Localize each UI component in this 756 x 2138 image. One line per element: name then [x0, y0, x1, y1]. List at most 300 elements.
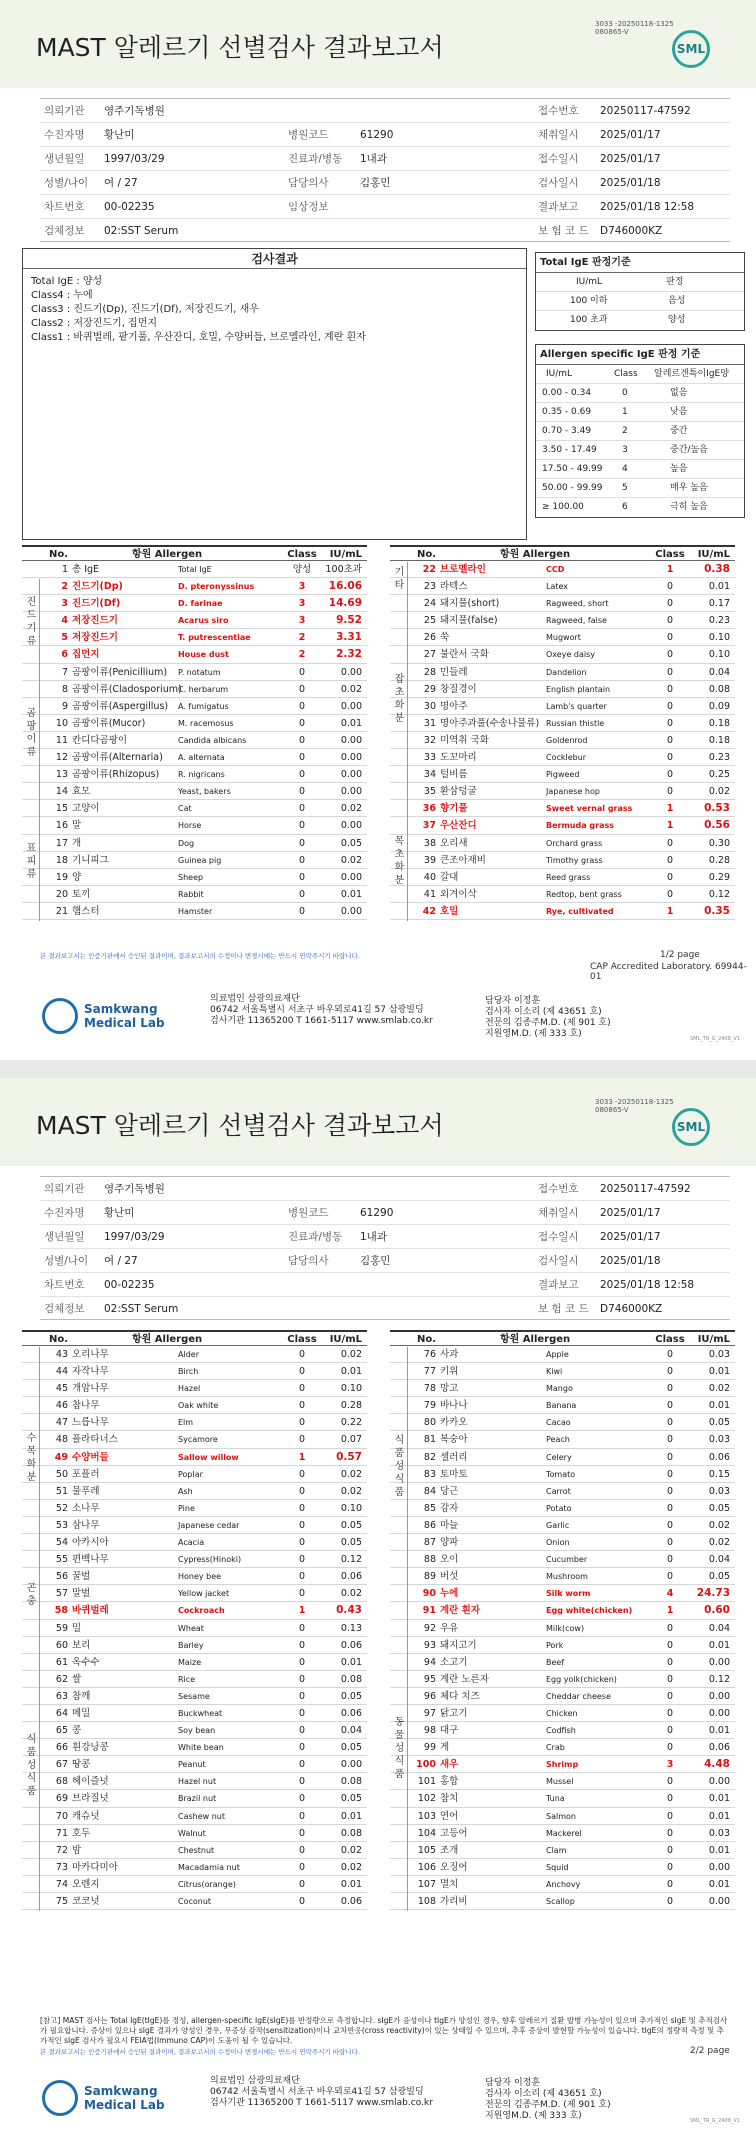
- table-row: [390, 629, 735, 646]
- allergen-iu: 0.01: [340, 1656, 362, 1668]
- allergen-no: 83: [423, 1468, 436, 1480]
- allergen-iu: 0.06: [340, 1707, 362, 1719]
- label: 접수일시: [538, 153, 579, 165]
- allergen-iu: 0.03: [708, 1349, 730, 1360]
- allergen-name-en: Chestnut: [178, 1845, 215, 1855]
- allergen-class: 0: [298, 1554, 306, 1566]
- allergen-name-en: Milk(cow): [546, 1623, 585, 1633]
- criteria-col-heads: [536, 365, 744, 384]
- allergen-name-en: Tomato: [546, 1469, 576, 1479]
- table-row: [390, 1449, 735, 1466]
- table-row: [390, 1790, 735, 1807]
- allergen-no: 44: [55, 1366, 68, 1378]
- allergen-name-ko: 라텍스: [440, 581, 468, 593]
- allergen-iu: 0.02: [708, 1537, 730, 1549]
- allergen-iu: 0.01: [340, 1366, 362, 1378]
- allergen-no: 87: [423, 1537, 436, 1549]
- allergen-class: 0: [298, 1896, 306, 1907]
- allergen-name-ko: 콩: [72, 1725, 82, 1737]
- allergen-class: 2: [298, 632, 306, 644]
- allergen-iu: 0.10: [340, 1383, 362, 1395]
- allergen-no: 17: [55, 837, 68, 849]
- allergen-no: 82: [423, 1451, 436, 1463]
- allergen-no: 78: [423, 1383, 436, 1395]
- allergen-name-en: CCD: [546, 565, 565, 574]
- allergen-name-en: Cat: [178, 804, 192, 814]
- table-row: [390, 1825, 735, 1842]
- label: 접수일시: [538, 1231, 579, 1243]
- result-line: Class2 : 저장진드기, 집먼지: [31, 318, 158, 329]
- allergen-no: 88: [423, 1554, 436, 1566]
- allergen-name-ko: 사과: [440, 1349, 459, 1360]
- allergen-no: 29: [423, 683, 436, 695]
- allergen-no: 11: [55, 734, 68, 746]
- allergen-no: 67: [55, 1759, 68, 1771]
- form-version: SML_TR_G_2408_V1: [690, 2118, 741, 2124]
- allergen-name-en: Macadamia nut: [178, 1862, 240, 1872]
- allergen-name-ko: 소나무: [72, 1502, 100, 1514]
- lab-address: [210, 2076, 433, 2109]
- allergen-name-en: C. herbarum: [178, 684, 229, 694]
- table-row: [390, 1534, 735, 1551]
- allergen-iu: 0.30: [708, 837, 730, 849]
- allergen-iu: 0.10: [708, 649, 730, 661]
- allergen-name-ko: 호두: [72, 1827, 91, 1839]
- value: 2025/01/17: [600, 153, 661, 165]
- col-head: IU/mL: [576, 277, 603, 287]
- allergen-table-1: [22, 545, 367, 920]
- table-row: [22, 612, 367, 629]
- label: 담당의사: [288, 177, 329, 189]
- allergen-iu: 0.04: [708, 1622, 730, 1634]
- allergen-iu: 24.73: [696, 1587, 730, 1600]
- allergen-name-en: Sweet vernal grass: [546, 804, 633, 814]
- allergen-iu: 0.18: [708, 734, 730, 746]
- value: 1내과: [360, 153, 387, 165]
- table-row: [22, 1517, 367, 1534]
- signer: 지원영M.D. (제 333 호): [485, 2111, 582, 2121]
- table-row: [22, 578, 367, 595]
- header-al: 항원 Allergen: [132, 1334, 203, 1345]
- allergen-no: 41: [423, 888, 436, 900]
- allergen-class: 0: [298, 1776, 306, 1788]
- allergen-class: 0: [298, 1349, 306, 1360]
- allergen-iu: 0.00: [708, 1861, 730, 1873]
- allergen-no: 35: [423, 786, 436, 798]
- allergen-name-ko: 밀: [72, 1622, 82, 1634]
- allergen-class: 0: [666, 1896, 674, 1907]
- table-row: [22, 1790, 367, 1807]
- label: 의뢰기관: [44, 105, 85, 117]
- criteria-cell: 3.50 - 17.49: [542, 445, 597, 455]
- allergen-name-ko: 참깨: [72, 1690, 91, 1702]
- allergen-name-ko: 자작나무: [72, 1366, 109, 1378]
- allergen-no: 92: [423, 1622, 436, 1634]
- lab-name: [84, 1002, 165, 1030]
- allergen-name-en: Banana: [546, 1401, 577, 1411]
- table-row: [22, 1739, 367, 1756]
- allergen-class: 0: [298, 1366, 306, 1378]
- allergen-name-ko: 진드기(Df): [72, 598, 121, 610]
- allergen-class: 0: [666, 1554, 674, 1566]
- allergen-iu: 0.22: [340, 1417, 362, 1429]
- allergen-name-en: A. fumigatus: [178, 701, 229, 711]
- allergen-name-ko: 오이: [440, 1554, 459, 1566]
- allergen-name-ko: 쑥: [440, 632, 450, 644]
- signer: 전문의 김종주M.D. (제 901 호): [485, 1018, 611, 1028]
- address-line: 06742 서울특별시 서초구 바우뫼로41길 57 삼광빌딩: [210, 1005, 424, 1015]
- table-row: [22, 766, 367, 783]
- allergen-class: 0: [298, 1844, 306, 1856]
- allergen-name-ko: 땅콩: [72, 1759, 91, 1771]
- allergen-class: 0: [298, 700, 306, 712]
- allergen-no: 80: [423, 1417, 436, 1429]
- allergen-name-en: Silk worm: [546, 1589, 591, 1599]
- allergen-name-ko: 총 IgE: [72, 564, 100, 575]
- value: 영주기독병원: [104, 1183, 165, 1195]
- group-label: 표 피 류: [24, 801, 40, 921]
- allergen-iu: 0.01: [708, 1810, 730, 1822]
- table-row: [390, 1466, 735, 1483]
- header-cl: Class: [655, 549, 685, 560]
- form-version: SML_TR_G_2408_V1: [690, 1036, 741, 1042]
- header-al: 항원 Allergen: [500, 1334, 571, 1345]
- allergen-class: 0: [666, 888, 674, 900]
- group-label: 곰 팡 이 류: [24, 665, 40, 802]
- allergen-no: 75: [55, 1896, 68, 1907]
- allergen-class: 3: [298, 598, 306, 610]
- allergen-iu: 0.01: [708, 1793, 730, 1805]
- allergen-no: 33: [423, 752, 436, 764]
- allergen-no: 89: [423, 1571, 436, 1583]
- allergen-no: 50: [55, 1468, 68, 1480]
- allergen-name-ko: 곰팡이류(Mucor): [72, 717, 146, 729]
- allergen-name-ko: 계란 흰자: [440, 1605, 481, 1617]
- allergen-no: 59: [55, 1622, 68, 1634]
- value: 영주기독병원: [104, 105, 165, 117]
- allergen-class: 0: [298, 1383, 306, 1395]
- table-row: [390, 1859, 735, 1876]
- allergen-class: 0: [666, 1707, 674, 1719]
- allergen-iu: 0.00: [340, 734, 362, 746]
- label: 접수번호: [538, 105, 579, 117]
- table-row: [390, 698, 735, 715]
- allergen-name-ko: 밤: [72, 1844, 82, 1856]
- table-row: [22, 561, 367, 578]
- allergen-no: 79: [423, 1400, 436, 1412]
- allergen-no: 72: [55, 1844, 68, 1856]
- allergen-no: 49: [54, 1451, 68, 1463]
- value: 김홍민: [360, 1255, 391, 1267]
- allergen-no: 22: [422, 564, 436, 575]
- allergen-name-en: Pork: [546, 1640, 564, 1650]
- allergen-class: 0: [298, 1519, 306, 1531]
- criteria-cell: 낮음: [670, 407, 688, 417]
- table-row: [22, 1671, 367, 1688]
- allergen-iu: 0.25: [708, 769, 730, 781]
- table-row: [390, 1602, 735, 1619]
- allergen-no: 38: [423, 837, 436, 849]
- allergen-name-ko: 보리: [72, 1639, 91, 1651]
- allergen-name-en: Sycamore: [178, 1435, 218, 1445]
- value: 여 / 27: [104, 177, 138, 189]
- lab-name-line: Medical Lab: [84, 1016, 165, 1030]
- allergen-no: 93: [423, 1639, 436, 1651]
- allergen-iu: 0.00: [340, 752, 362, 764]
- allergen-name-ko: 복숭아: [440, 1434, 468, 1446]
- allergen-class: 0: [666, 598, 674, 610]
- criteria-cell: 6: [622, 502, 628, 512]
- allergen-iu: 0.08: [340, 1827, 362, 1839]
- allergen-no: 18: [55, 854, 68, 866]
- criteria-row: [536, 460, 744, 479]
- allergen-class: 0: [666, 581, 674, 593]
- allergen-iu: 0.01: [340, 1810, 362, 1822]
- allergen-name-ko: 홍합: [440, 1776, 459, 1788]
- allergen-class: 2: [298, 649, 306, 661]
- table-row: [22, 1654, 367, 1671]
- allergen-name-en: Codfish: [546, 1726, 576, 1736]
- allergen-iu: 0.02: [340, 1485, 362, 1497]
- allergen-class: 0: [298, 1861, 306, 1873]
- allergen-name-ko: 카카오: [440, 1417, 468, 1429]
- table-row: [390, 1397, 735, 1414]
- allergen-no: 57: [55, 1588, 68, 1600]
- allergen-iu: 0.00: [708, 1690, 730, 1702]
- table-row: [390, 1722, 735, 1739]
- criteria-cell: 0: [622, 388, 628, 398]
- allergen-iu: 0.04: [708, 666, 730, 678]
- allergen-iu: 0.28: [708, 854, 730, 866]
- allergen-no: 30: [423, 700, 436, 712]
- allergen-no: 20: [55, 888, 68, 900]
- value: 김홍민: [360, 177, 391, 189]
- allergen-class: 0: [298, 820, 306, 832]
- allergen-iu: 0.00: [708, 1707, 730, 1719]
- table-row: [22, 852, 367, 869]
- address-line: 의료법인 삼광의료재단: [210, 994, 300, 1004]
- allergen-name-en: Sesame: [178, 1691, 210, 1701]
- allergen-name-ko: 개암나무: [72, 1383, 109, 1395]
- table-row: [22, 1756, 367, 1773]
- result-box: [22, 248, 527, 540]
- header-cl: Class: [287, 549, 317, 560]
- allergen-name-en: R. nigricans: [178, 770, 225, 780]
- allergen-no: 94: [423, 1656, 436, 1668]
- table-row: [390, 749, 735, 766]
- allergen-iu: 0.00: [340, 1759, 362, 1771]
- value: 1997/03/29: [104, 153, 165, 165]
- allergen-no: 106: [417, 1861, 436, 1873]
- allergen-class: 0: [666, 1827, 674, 1839]
- allergen-no: 55: [55, 1554, 68, 1566]
- allergen-name-en: Scallop: [546, 1897, 575, 1906]
- allergen-class: 0: [666, 1519, 674, 1531]
- allergen-iu: 0.05: [708, 1502, 730, 1514]
- allergen-name-en: Kiwi: [546, 1367, 563, 1377]
- allergen-name-en: Clam: [546, 1845, 567, 1855]
- label: 병원코드: [288, 1207, 329, 1219]
- allergen-name-ko: 옥수수: [72, 1656, 100, 1668]
- allergen-name-ko: 망고: [440, 1383, 459, 1395]
- allergen-class: 0: [298, 1571, 306, 1583]
- col-head: 알레르겐특이IgE양: [654, 369, 729, 379]
- allergen-name-ko: 곰팡이류(Alternaria): [72, 752, 163, 764]
- allergen-name-en: Sallow willow: [178, 1452, 239, 1462]
- allergen-iu: 0.05: [708, 1571, 730, 1583]
- allergen-no: 52: [55, 1502, 68, 1514]
- value: 2025/01/18 12:58: [600, 1279, 695, 1291]
- allergen-class: 양성: [292, 564, 312, 575]
- label: 채취일시: [538, 129, 579, 141]
- group-label: 식 품 성 식 품: [24, 1621, 40, 1912]
- allergen-no: 84: [423, 1485, 436, 1497]
- table-row: [390, 869, 735, 886]
- allergen-name-ko: 명아주과풀(수송나물류): [440, 717, 540, 729]
- allergen-name-en: Japanese cedar: [178, 1520, 240, 1530]
- table-row: [22, 1466, 367, 1483]
- allergen-no: 51: [55, 1485, 68, 1497]
- table-header: [390, 1330, 735, 1346]
- code-line: 3033 -20250118-1325: [595, 1098, 674, 1106]
- allergen-no: 23: [423, 581, 436, 593]
- allergen-no: 98: [423, 1725, 436, 1737]
- report-title: MAST 알레르기 선별검사 결과보고서: [36, 33, 444, 62]
- table-row: [22, 1397, 367, 1414]
- allergen-no: 4: [61, 615, 68, 627]
- allergen-no: 19: [55, 871, 68, 883]
- allergen-name-ko: 양: [72, 871, 82, 883]
- table-row: [390, 578, 735, 595]
- samkwang-logo: [42, 2080, 78, 2116]
- allergen-name-en: Horse: [178, 821, 202, 831]
- table-row: [22, 1825, 367, 1842]
- label: 결과보고: [538, 201, 579, 213]
- table-row: [390, 1414, 735, 1431]
- allergen-no: 86: [423, 1519, 436, 1531]
- value: 00-02235: [104, 201, 155, 213]
- report-footer: [0, 2060, 756, 2138]
- allergen-name-en: Apple: [546, 1350, 569, 1359]
- allergen-name-ko: 멸치: [440, 1878, 459, 1890]
- table-row: [390, 1483, 735, 1500]
- allergen-name-ko: 대구: [440, 1725, 459, 1737]
- allergen-no: 48: [55, 1434, 68, 1446]
- group-label: 곤 충: [24, 1569, 40, 1620]
- label: 검사일시: [538, 177, 579, 189]
- address-line: 의료법인 삼광의료재단: [210, 2076, 300, 2086]
- criteria-row: [536, 403, 744, 422]
- allergen-name-ko: 바퀴벌레: [72, 1605, 109, 1617]
- allergen-name-ko: 참치: [440, 1793, 459, 1805]
- allergen-iu: 0.01: [708, 1844, 730, 1856]
- allergen-iu: 0.13: [340, 1622, 362, 1634]
- allergen-name-en: Rice: [178, 1674, 196, 1684]
- allergen-class: 0: [666, 1537, 674, 1549]
- allergen-no: 37: [422, 820, 436, 832]
- allergen-class: 1: [666, 1605, 674, 1617]
- table-row: [22, 1808, 367, 1825]
- allergen-no: 69: [55, 1793, 68, 1805]
- allergen-name-ko: 수양버들: [72, 1451, 109, 1463]
- allergen-name-en: Soy bean: [178, 1726, 216, 1736]
- allergen-name-ko: 브로멜라인: [440, 564, 486, 575]
- allergen-no: 97: [423, 1707, 436, 1719]
- allergen-class: 0: [298, 1878, 306, 1890]
- allergen-iu: 0.05: [340, 1742, 362, 1754]
- allergen-no: 108: [417, 1896, 436, 1907]
- allergen-name-ko: 쌀: [72, 1673, 82, 1685]
- allergen-name-en: Garlic: [546, 1520, 570, 1530]
- allergen-name-ko: 편백나무: [72, 1554, 109, 1566]
- table-row: [390, 903, 735, 920]
- allergen-name-ko: 포플러: [72, 1468, 100, 1480]
- table-header: [22, 1330, 367, 1346]
- allergen-class: 0: [298, 803, 306, 815]
- table-row: [22, 817, 367, 834]
- allergen-class: 0: [666, 1690, 674, 1702]
- allergen-iu: 0.10: [340, 1502, 362, 1514]
- allergen-iu: 0.00: [340, 786, 362, 798]
- allergen-class: 0: [666, 1622, 674, 1634]
- allergen-class: 0: [298, 854, 306, 866]
- allergen-no: 81: [423, 1434, 436, 1446]
- allergen-name-en: Cockroach: [178, 1606, 225, 1616]
- allergen-iu: 0.02: [340, 1468, 362, 1480]
- table-row: [390, 1705, 735, 1722]
- table-row: [390, 1585, 735, 1602]
- allergen-iu: 14.69: [328, 597, 362, 610]
- allergen-table-2: [390, 545, 735, 920]
- allergen-no: 58: [54, 1605, 68, 1617]
- allergen-class: 1: [666, 803, 674, 815]
- allergen-class: 1: [666, 564, 674, 575]
- table-row: [390, 1739, 735, 1756]
- criteria-cell: 극히 높음: [670, 502, 708, 512]
- allergen-name-en: Yeast, bakers: [178, 787, 231, 797]
- allergen-class: 0: [298, 1673, 306, 1685]
- allergen-name-en: Elm: [178, 1418, 194, 1428]
- group-label: 진 드 기 류: [24, 579, 40, 665]
- allergen-iu: 0.60: [704, 1604, 730, 1617]
- criteria-cell: 0.70 - 3.49: [542, 426, 592, 436]
- allergen-name-ko: 곰팡이류(Penicillium): [72, 666, 168, 678]
- table-row: [390, 1688, 735, 1705]
- allergen-iu: 0.01: [340, 888, 362, 900]
- cap-accredited: CAP Accredited Laboratory. 69944-01: [590, 962, 747, 982]
- signatures: [485, 996, 611, 1040]
- table-row: [22, 1346, 367, 1363]
- allergen-name-ko: 바나나: [440, 1400, 468, 1412]
- allergen-no: 16: [55, 820, 68, 832]
- allergen-iu: 0.01: [340, 717, 362, 729]
- table-row: [390, 595, 735, 612]
- allergen-iu: 9.52: [336, 614, 362, 627]
- allergen-name-ko: 미역취 국화: [440, 734, 489, 746]
- allergen-name-en: Crab: [546, 1743, 565, 1753]
- table-row: [390, 646, 735, 663]
- allergen-name-en: Chicken: [546, 1708, 578, 1718]
- allergen-class: 0: [666, 1742, 674, 1754]
- allergen-name-en: Mushroom: [546, 1572, 588, 1582]
- allergen-name-en: Citrus(orange): [178, 1879, 236, 1889]
- allergen-iu: 0.02: [340, 1844, 362, 1856]
- table-row: [22, 1602, 367, 1619]
- criteria-cell: 높음: [670, 464, 688, 474]
- result-body: [23, 269, 526, 351]
- allergen-no: 46: [55, 1400, 68, 1412]
- allergen-name-en: Egg white(chicken): [546, 1606, 633, 1616]
